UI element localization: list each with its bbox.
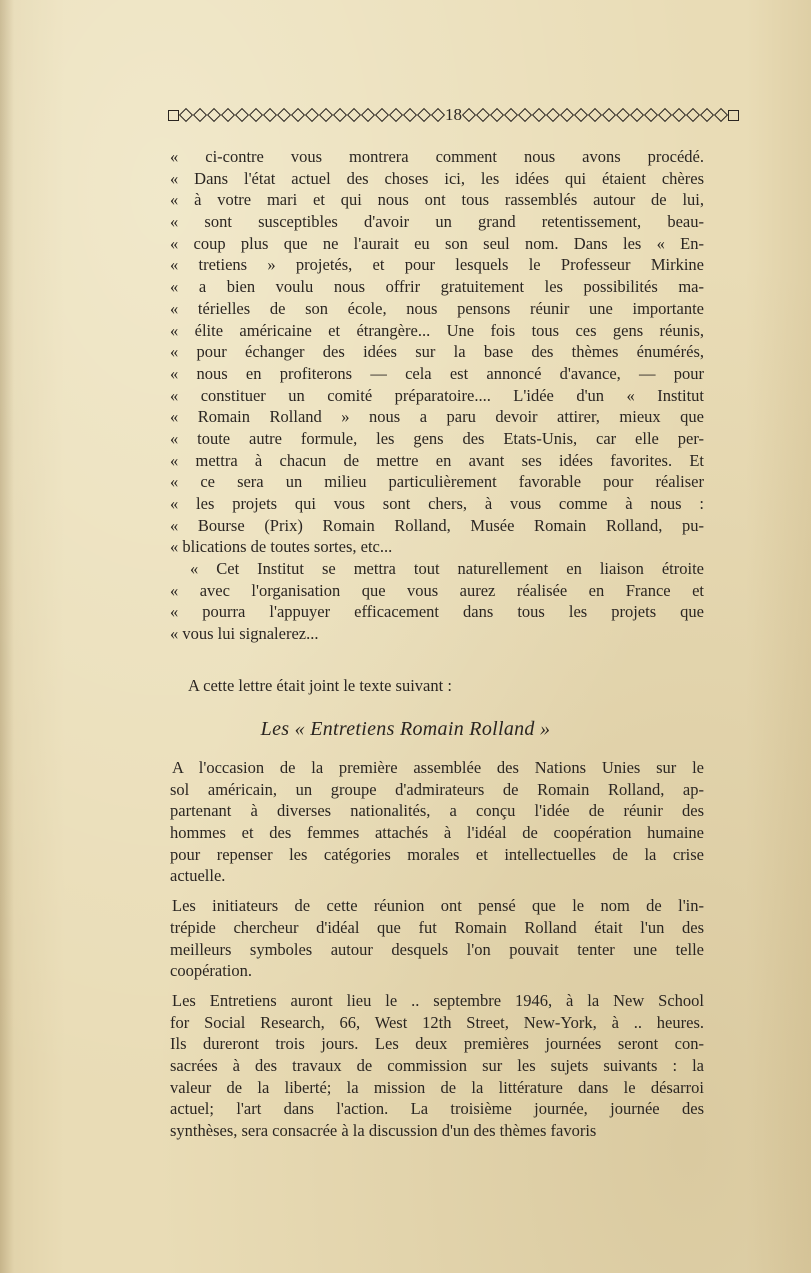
ornament-diamond-icon bbox=[518, 108, 532, 122]
ornament-diamond-icon bbox=[361, 108, 375, 122]
paragraph-line: for Social Research, 66, West 12th Street, New-York, à .. heures. bbox=[170, 1012, 704, 1032]
paragraph-line: sacrées à des travaux de commission sur les sujets suivants : la bbox=[170, 1055, 704, 1075]
ornament-diamond-icon bbox=[672, 108, 686, 122]
ornament-diamond-icon bbox=[602, 108, 616, 122]
ornament-diamond-icon bbox=[193, 108, 207, 122]
left-ornament bbox=[168, 110, 445, 121]
paragraph-line: pour repenser les catégories morales et intellectuelles de la crise bbox=[170, 844, 704, 864]
paragraph-line: meilleurs symboles autour desquels l'on pouvait tenter une telle bbox=[170, 939, 704, 959]
page-edge-shadow bbox=[0, 0, 14, 1273]
ornament-diamond-icon bbox=[207, 108, 221, 122]
ornament-diamond-icon bbox=[616, 108, 630, 122]
ornament-square-icon bbox=[728, 110, 739, 121]
ornament-diamond-icon bbox=[235, 108, 249, 122]
ornament-diamond-icon bbox=[700, 108, 714, 122]
ornament-diamond-icon bbox=[431, 108, 445, 122]
paragraph-line: trépide chercheur d'idéal que fut Romain Rolland était l'un des bbox=[170, 917, 704, 937]
ornament-diamond-icon bbox=[490, 108, 504, 122]
quote-line: « blications de toutes sortes, etc... bbox=[170, 537, 393, 557]
ornament-diamond-icon bbox=[291, 108, 305, 122]
ornament-diamond-icon bbox=[389, 108, 403, 122]
ornament-diamond-icon bbox=[658, 108, 672, 122]
quote-line: « Romain Rolland » nous a paru devoir attirer, mieux que bbox=[170, 407, 704, 427]
paragraph-line: valeur de la liberté; la mission de la littérature dans le désarroi bbox=[170, 1077, 704, 1097]
ornament-diamond-icon bbox=[574, 108, 588, 122]
quote-line: « Bourse (Prix) Romain Rolland, Musée Romain Rolland, pu- bbox=[170, 515, 704, 535]
quote-line: « avec l'organisation que vous aurez réalisée en France et bbox=[170, 580, 704, 600]
ornament-diamond-icon bbox=[221, 108, 235, 122]
intro-text: A cette lettre était joint le texte suivant : bbox=[188, 676, 452, 695]
paragraph-line: sol américain, un groupe d'admirateurs de Romain Rolland, ap- bbox=[170, 779, 704, 799]
quote-line: « Cet Institut se mettra tout naturellement en liaison étroite bbox=[190, 559, 704, 579]
quote-line: « Dans l'état actuel des choses ici, les idées qui étaient chères bbox=[170, 168, 704, 188]
ornament-diamond-icon bbox=[375, 108, 389, 122]
quote-line: « nous en profiterons — cela est annoncé d'avance, — pour bbox=[170, 363, 704, 383]
quote-line: « à votre mari et qui nous ont tous rassemblés autour de lui, bbox=[170, 190, 704, 210]
right-ornament bbox=[462, 110, 739, 121]
ornament-diamond-icon bbox=[319, 108, 333, 122]
paragraph bbox=[170, 895, 704, 982]
quote-line: « coup plus que ne l'aurait eu son seul nom. Dans les « En- bbox=[170, 233, 704, 253]
ornament-diamond-icon bbox=[644, 108, 658, 122]
ornament-diamond-icon bbox=[560, 108, 574, 122]
paragraph-line: Les initiateurs de cette réunion ont pensé que le nom de l'in- bbox=[172, 896, 704, 916]
ornament-diamond-icon bbox=[263, 108, 277, 122]
page-header bbox=[168, 100, 703, 130]
quote-line: « constituer un comité préparatoire.... L'idée d'un « Institut bbox=[170, 385, 704, 405]
ornament-diamond-icon bbox=[462, 108, 476, 122]
ornament-diamond-icon bbox=[532, 108, 546, 122]
ornament-diamond-icon bbox=[630, 108, 644, 122]
ornament-diamond-icon bbox=[417, 108, 431, 122]
paragraph-line: Les Entretiens auront lieu le .. septembre 1946, à la New School bbox=[172, 990, 704, 1010]
ornament-diamond-icon bbox=[476, 108, 490, 122]
section-title: Les « Entretiens Romain Rolland » bbox=[260, 718, 551, 740]
ornament-diamond-icon bbox=[277, 108, 291, 122]
ornament-diamond-icon bbox=[249, 108, 263, 122]
paragraph-line: actuelle. bbox=[170, 866, 226, 886]
ornament-diamond-icon bbox=[714, 108, 728, 122]
quote-line: « élite américaine et étrangère... Une fois tous ces gens réunis, bbox=[170, 320, 704, 340]
ornament-diamond-icon bbox=[305, 108, 319, 122]
ornament-diamond-icon bbox=[333, 108, 347, 122]
paragraph-line: Ils dureront trois jours. Les deux premières journées seront con- bbox=[170, 1034, 704, 1054]
quote-line: « térielles de son école, nous pensons réunir une importante bbox=[170, 298, 704, 318]
ornament-diamond-icon bbox=[588, 108, 602, 122]
paragraph bbox=[170, 990, 704, 1142]
page-number: 18 bbox=[445, 105, 462, 124]
ornament-diamond-icon bbox=[179, 108, 193, 122]
quote-line: « tretiens » projetés, et pour lesquels le Professeur Mirkine bbox=[170, 255, 704, 275]
quote-line: « mettra à chacun de mettre en avant ses idées favorites. Et bbox=[170, 450, 704, 470]
paragraph-line: coopération. bbox=[170, 961, 253, 981]
ornament-diamond-icon bbox=[546, 108, 560, 122]
paragraph-line: hommes et des femmes attachés à l'idéal de coopération humaine bbox=[170, 823, 704, 843]
ornament-diamond-icon bbox=[686, 108, 700, 122]
paragraph-line: A l'occasion de la première assemblée des Nations Unies sur le bbox=[172, 758, 704, 777]
quote-line: « les projets qui vous sont chers, à vous comme à nous : bbox=[170, 494, 704, 513]
section-body bbox=[170, 757, 704, 1150]
ornament-diamond-icon bbox=[347, 108, 361, 122]
quoted-letter bbox=[170, 146, 704, 645]
quote-line: « vous lui signalerez... bbox=[170, 624, 319, 644]
quote-line: « pourra l'appuyer efficacement dans tous les projets que bbox=[170, 602, 704, 622]
quote-line: « pour échanger des idées sur la base des thèmes énumérés, bbox=[170, 342, 704, 362]
paragraph bbox=[170, 757, 704, 887]
paragraph-line: actuel; l'art dans l'action. La troisième journée, journée des bbox=[170, 1099, 704, 1119]
ornament-diamond-icon bbox=[504, 108, 518, 122]
quote-line: « a bien voulu nous offrir gratuitement les possibilités ma- bbox=[170, 277, 704, 297]
quote-line: « ci-contre vous montrera comment nous avons procédé. bbox=[170, 147, 704, 166]
paragraph-line: partenant à diverses nationalités, a conçu l'idée de réunir des bbox=[170, 801, 704, 821]
ornament-diamond-icon bbox=[403, 108, 417, 122]
quote-line: « ce sera un milieu particulièrement favorable pour réaliser bbox=[170, 472, 704, 492]
paragraph-line: synthèses, sera consacrée à la discussion d'un des thèmes favoris bbox=[170, 1121, 597, 1140]
ornament-square-icon bbox=[168, 110, 179, 121]
quote-line: « sont susceptibles d'avoir un grand retentissement, beau- bbox=[170, 212, 704, 232]
quote-line: « toute autre formule, les gens des Etats-Unis, car elle per- bbox=[170, 428, 704, 448]
